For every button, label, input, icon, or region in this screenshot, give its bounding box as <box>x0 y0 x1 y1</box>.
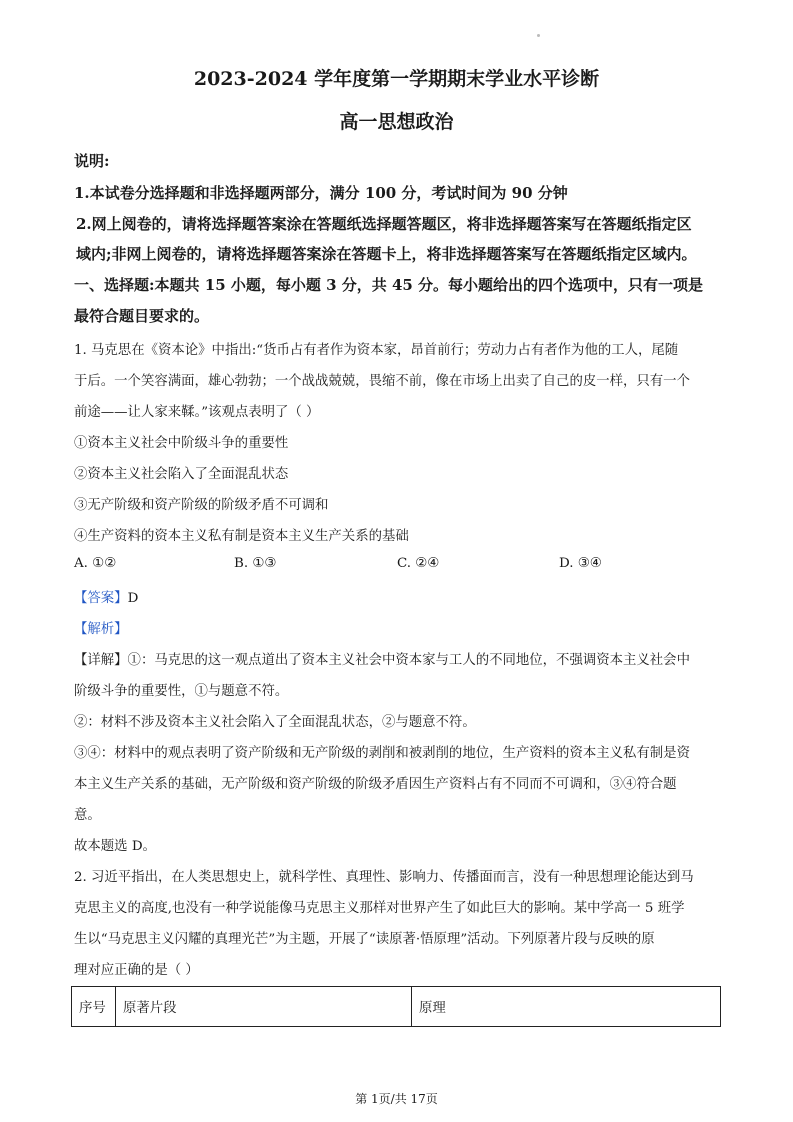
q1-option-c: C. ②④ <box>397 556 440 571</box>
answer-tag: 【答案】 <box>74 591 128 606</box>
q1-detail-line-2: 阶级斗争的重要性，①与题意不符。 <box>74 684 289 699</box>
q1-statement: ②资本主义社会陷入了全面混乱状态 <box>74 467 289 482</box>
q2-table <box>71 986 721 1027</box>
instruction-line-2b: 域内;非网上阅卷的，请将选择题答案涂在答题卡上，将非选择题答案写在答题纸指定区域内。 <box>76 245 697 263</box>
section-heading-line-a: 一、选择题:本题共 15 小题，每小题 3 分，共 45 分。每小题给出的四个选项中，只有一项是 <box>74 276 704 294</box>
table-header-cell: 序号 <box>72 987 116 1026</box>
q1-detail-line-1: 【详解】①：马克思的这一观点道出了资本主义社会中资本家与工人的不同地位，不强调资本主义社会中 <box>74 653 690 668</box>
q1-statement: ④生产资料的资本主义私有制是资本主义生产关系的基础 <box>74 529 409 544</box>
q1-option-a: A. ①② <box>74 556 117 571</box>
q2-stem-line-3: 生以“马克思主义闪耀的真理光芒”为主题，开展了“读原著·悟原理”活动。下列原著片段与反映的原 <box>74 932 655 947</box>
section-heading-line-b: 最符合题目要求的。 <box>74 307 210 325</box>
q1-answer <box>74 587 138 606</box>
speck <box>537 34 540 37</box>
instruction-line-1: 1.本试卷分选择题和非选择题两部分，满分 100 分，考试时间为 90 分钟 <box>74 184 568 202</box>
q1-detail-line-6: 意。 <box>74 808 101 823</box>
table-header-cell: 原著片段 <box>116 987 412 1026</box>
page-footer: 第 1页/共 17页 <box>355 1092 438 1106</box>
q1-stem-line-1: 1. 马克思在《资本论》中指出:“货币占有者作为资本家，昂首前行；劳动力占有者作为他的工人，尾随 <box>74 343 679 358</box>
answer-value: D <box>127 591 139 606</box>
q1-detail-line-3: ②：材料不涉及资本主义社会陷入了全面混乱状态，②与题意不符。 <box>74 715 476 730</box>
instruction-line-2a: 2.网上阅卷的，请将选择题答案涂在答题纸选择题答题区，将非选择题答案写在答题纸指定区 <box>76 215 692 233</box>
q1-option-b: B. ①③ <box>234 556 277 571</box>
q2-stem-line-4: 理对应正确的是（ ） <box>74 963 199 978</box>
q2-stem-line-1: 2. 习近平指出，在人类思想史上，就科学性、真理性、影响力、传播面而言，没有一种思想理论能达到马 <box>74 870 694 885</box>
q1-statement: ①资本主义社会中阶级斗争的重要性 <box>74 436 289 451</box>
q1-detail-line-5: 本主义生产关系的基础，无产阶级和资产阶级的阶级矛盾因生产资料占有不同而不可调和，③④符合题 <box>74 777 677 792</box>
table-header-cell: 原理 <box>419 1001 446 1016</box>
q1-stem-line-2: 于后。一个笑容满面，雄心勃勃；一个战战兢兢，畏缩不前，像在市场上出卖了自己的皮一样，只有一个 <box>74 374 690 389</box>
subject-title: 高一思想政治 <box>339 111 454 133</box>
analysis-tag: 【解析】 <box>74 622 128 637</box>
instructions-heading: 说明: <box>74 152 110 170</box>
q1-option-d: D. ③④ <box>559 556 602 571</box>
q2-stem-line-2: 克思主义的高度,也没有一种学说能像马克思主义那样对世界产生了如此巨大的影响。某中学高一 5 班学 <box>74 901 685 916</box>
q1-statement: ③无产阶级和资产阶级的阶级矛盾不可调和 <box>74 498 329 513</box>
q1-stem-line-3: 前途——让人家来鞣。”该观点表明了（ ） <box>74 405 320 420</box>
q1-detail-line-4: ③④：材料中的观点表明了资产阶级和无产阶级的剥削和被剥削的地位，生产资料的资本主义私有制是资 <box>74 746 690 761</box>
q1-conclusion: 故本题选 D。 <box>74 839 156 854</box>
exam-title: 2023-2024 学年度第一学期期末学业水平诊断 <box>193 68 600 90</box>
